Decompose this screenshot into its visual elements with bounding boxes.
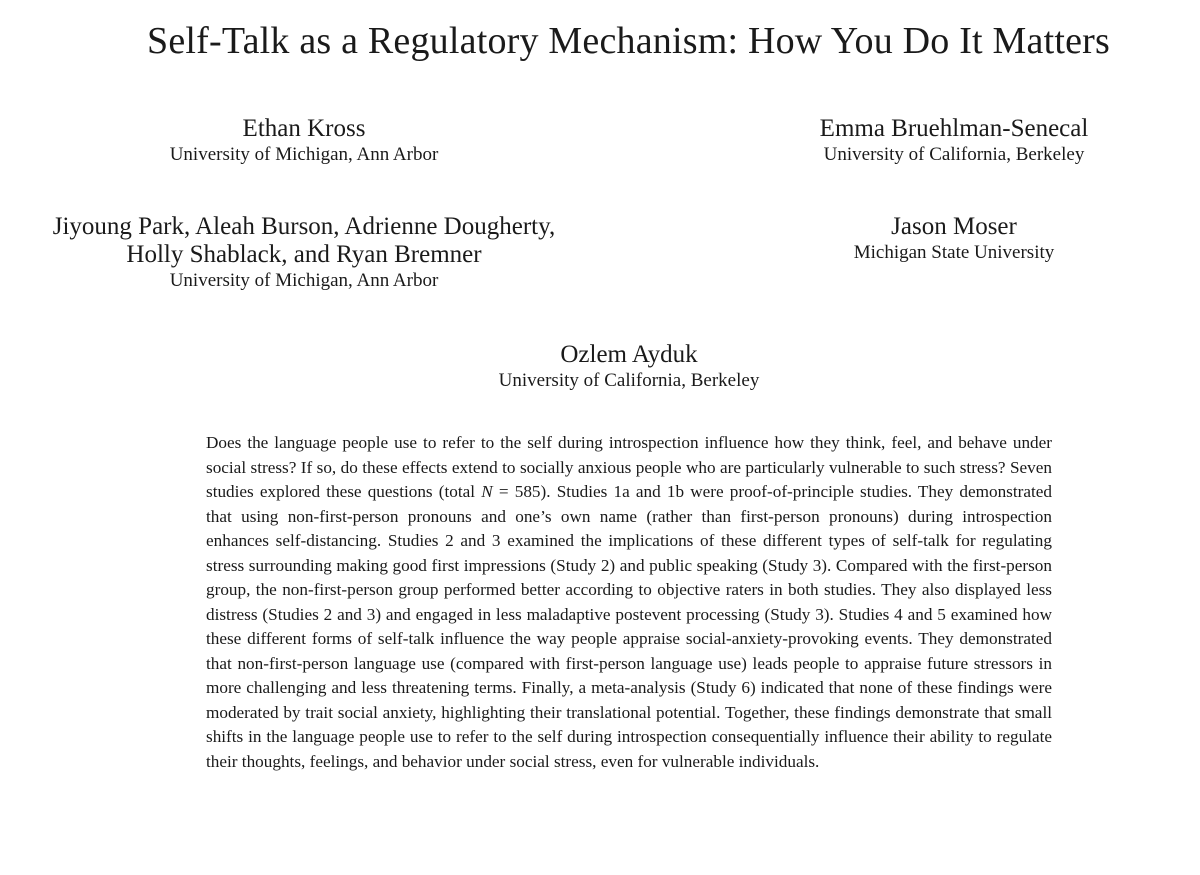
- author-block-group: [0, 213, 608, 293]
- sample-size-symbol: N: [481, 482, 493, 501]
- author-name: Ethan Kross: [242, 115, 366, 142]
- abstract: [206, 431, 1052, 774]
- author-name: Jason Moser: [891, 213, 1017, 240]
- author-affiliation: University of Michigan, Ann Arbor: [169, 270, 439, 291]
- author-block-bruehlman-senecal: [754, 115, 1154, 167]
- abstract-paragraph: [206, 431, 1052, 774]
- author-name: Jiyoung Park, Aleah Burson, Adrienne Dougherty,: [52, 213, 556, 240]
- author-block-moser: [754, 213, 1154, 265]
- author-affiliation: University of California, Berkeley: [498, 370, 760, 391]
- author-affiliation: Michigan State University: [853, 242, 1055, 263]
- abstract-text-part1: Does the language people use to refer to the self during introspection influence how they think, feel, and behave under social stress? If so, do these effects extend to socially anxious people who are particularly vulnerable to such stress? Seven studies explored these questions (total: [206, 433, 1052, 501]
- author-name: Ozlem Ayduk: [560, 341, 698, 368]
- abstract-text-part2: = 585). Studies 1a and 1b were proof-of-principle studies. They demonstrated that using non-first-person pronouns and one’s own name (rather than first-person pronouns) during introspection enhances self-distancing. Studies 2 and 3 examined the implications of these different types of self-talk for regulating stress surrounding making good first impressions (Study 2) and public speaking (Study 3). Compared with the first-person group, the non-first-person group performed better according to objective raters in both studies. They also displayed less distress (Studies 2 and 3) and engaged in less maladaptive postevent processing (Study 3). Studies 4 and 5 examined how these different forms of self-talk influence the way people appraise social-anxiety-provoking events. They demonstrated that non-first-person language use (compared with first-person language use) leads people to appraise future stressors in more challenging and less threatening terms. Finally, a meta-analysis (Study 6) indicated that none of these findings were moderated by trait social anxiety, highlighting their translational potential. Together, these findings demonstrate that small shifts in the language people use to refer to the self during introspection consequentially influence their ability to regulate their thoughts, feelings, and behavior under social stress, even for vulnerable individuals.: [206, 482, 1052, 771]
- author-name: Emma Bruehlman-Senecal: [819, 115, 1089, 142]
- author-block-kross: [104, 115, 504, 167]
- author-block-ayduk: [429, 341, 829, 393]
- author-affiliation: University of California, Berkeley: [823, 144, 1085, 165]
- author-name: Holly Shablack, and Ryan Bremner: [126, 241, 482, 268]
- paper-title: Self-Talk as a Regulatory Mechanism: How You Do It Matters: [146, 20, 1110, 62]
- author-affiliation: University of Michigan, Ann Arbor: [169, 144, 439, 165]
